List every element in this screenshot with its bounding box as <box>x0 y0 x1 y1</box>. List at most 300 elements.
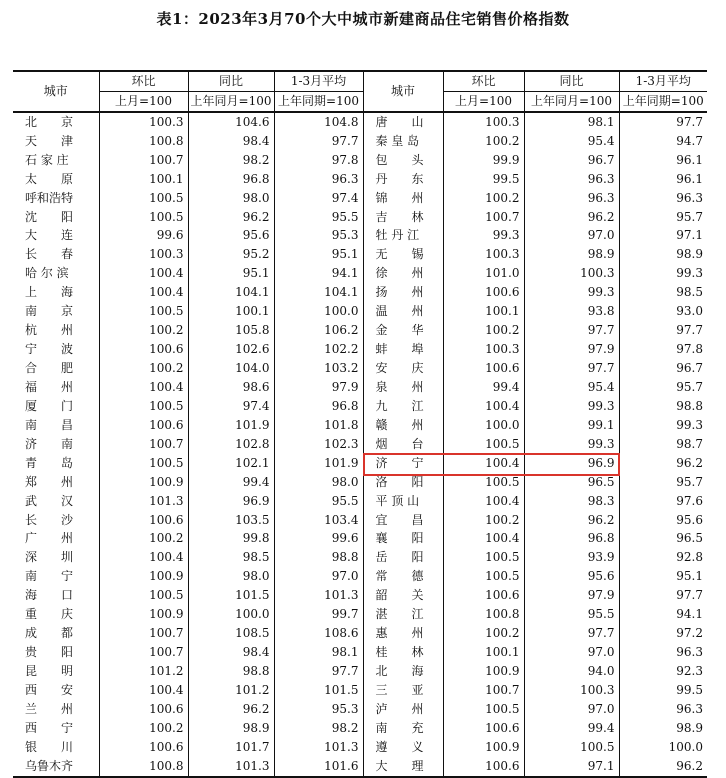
mom-value-left: 100.7 <box>99 624 188 643</box>
yoy-value-left: 101.9 <box>188 416 274 435</box>
avg-value-left: 96.3 <box>274 170 363 189</box>
yoy-value-left: 98.4 <box>188 132 274 151</box>
city-name-right: 唐 山 <box>363 112 443 132</box>
city-name-left: 哈 尔 滨 <box>25 266 69 281</box>
mom-value-left: 100.5 <box>99 454 188 473</box>
mom-value-left: 100.6 <box>99 340 188 359</box>
table-row <box>13 567 707 586</box>
avg-value-left: 101.6 <box>274 757 363 777</box>
mom-value-left: 100.3 <box>99 112 188 132</box>
mom-value-left: 100.5 <box>99 302 188 321</box>
city-name-left: 呼和浩特 <box>25 190 74 205</box>
avg-value-left: 96.8 <box>274 397 363 416</box>
header-avg-base-left: 上年同期=100 <box>274 91 363 111</box>
city-name-left: 长 春 <box>25 247 74 262</box>
avg-value-right: 96.2 <box>619 757 707 777</box>
mom-value-right: 100.2 <box>443 132 524 151</box>
table-body <box>13 112 707 777</box>
yoy-value-right: 97.1 <box>524 757 619 777</box>
avg-value-right: 92.3 <box>619 662 707 681</box>
avg-value-left: 97.0 <box>274 567 363 586</box>
mom-value-right: 100.6 <box>443 719 524 738</box>
avg-value-right: 96.1 <box>619 170 707 189</box>
city-name-left: 西 安 <box>25 682 74 697</box>
yoy-value-left: 101.7 <box>188 738 274 757</box>
mom-value-right: 100.2 <box>443 511 524 530</box>
city-name-left: 兰 州 <box>25 701 74 716</box>
avg-value-left: 97.9 <box>274 378 363 397</box>
yoy-value-left: 96.2 <box>188 700 274 719</box>
avg-value-right: 97.8 <box>619 340 707 359</box>
avg-value-right: 94.7 <box>619 132 707 151</box>
yoy-value-right: 97.9 <box>524 586 619 605</box>
mom-value-right: 100.9 <box>443 662 524 681</box>
city-name-right: 泉 州 <box>363 378 443 397</box>
table-row <box>13 435 707 454</box>
city-name-left: 重 庆 <box>25 607 74 622</box>
yoy-value-left: 98.8 <box>188 662 274 681</box>
mom-value-right: 99.5 <box>443 170 524 189</box>
avg-value-left: 97.4 <box>274 189 363 208</box>
avg-value-left: 97.8 <box>274 151 363 170</box>
table-row <box>13 151 707 170</box>
table-row <box>13 719 707 738</box>
table-row <box>13 245 707 264</box>
yoy-value-right: 97.7 <box>524 321 619 340</box>
avg-value-left: 95.3 <box>274 700 363 719</box>
avg-value-left: 101.9 <box>274 454 363 473</box>
yoy-value-right: 100.3 <box>524 681 619 700</box>
city-name-right: 赣 州 <box>363 416 443 435</box>
table-row <box>13 757 707 777</box>
mom-value-left: 100.5 <box>99 397 188 416</box>
avg-value-left: 101.5 <box>274 681 363 700</box>
city-name-left: 贵 阳 <box>25 645 74 660</box>
header-yoy-base-right: 上年同月=100 <box>524 91 619 111</box>
city-name-left: 西 宁 <box>25 720 74 735</box>
mom-value-left: 100.6 <box>99 416 188 435</box>
mom-value-left: 100.8 <box>99 132 188 151</box>
price-index-table <box>13 70 707 778</box>
yoy-value-left: 100.0 <box>188 605 274 624</box>
mom-value-right: 99.4 <box>443 378 524 397</box>
avg-value-right: 95.7 <box>619 378 707 397</box>
header-avg-base-right: 上年同期=100 <box>619 91 707 111</box>
yoy-value-right: 99.4 <box>524 719 619 738</box>
header-city-right: 城市 <box>363 71 443 112</box>
avg-value-right: 97.7 <box>619 586 707 605</box>
city-name-right: 温 州 <box>363 302 443 321</box>
avg-value-right: 92.8 <box>619 548 707 567</box>
mom-value-left: 100.9 <box>99 473 188 492</box>
city-name-right: 丹 东 <box>363 170 443 189</box>
avg-value-left: 94.1 <box>274 264 363 283</box>
avg-value-right: 97.1 <box>619 227 707 246</box>
city-name-right: 岳 阳 <box>363 548 443 567</box>
table-row <box>13 681 707 700</box>
mom-value-right: 100.0 <box>443 416 524 435</box>
yoy-value-right: 96.2 <box>524 208 619 227</box>
city-name-right: 金 华 <box>363 321 443 340</box>
avg-value-left: 98.0 <box>274 473 363 492</box>
yoy-value-left: 95.2 <box>188 245 274 264</box>
table-row <box>13 454 707 473</box>
city-name-left: 深 圳 <box>25 550 74 565</box>
mom-value-right: 100.1 <box>443 643 524 662</box>
mom-value-left: 100.6 <box>99 700 188 719</box>
city-name-right: 无 锡 <box>363 245 443 264</box>
city-name-right: 泸 州 <box>363 700 443 719</box>
city-name-left: 杭 州 <box>25 323 74 338</box>
city-name-left: 广 州 <box>25 531 74 546</box>
yoy-value-right: 93.9 <box>524 548 619 567</box>
city-name-left: 海 口 <box>25 588 74 603</box>
table-row <box>13 378 707 397</box>
avg-value-right: 98.5 <box>619 283 707 302</box>
table-row <box>13 112 707 132</box>
yoy-value-right: 96.9 <box>524 454 619 473</box>
avg-value-left: 102.2 <box>274 340 363 359</box>
avg-value-left: 95.3 <box>274 227 363 246</box>
yoy-value-right: 96.5 <box>524 473 619 492</box>
yoy-value-right: 97.7 <box>524 359 619 378</box>
mom-value-left: 100.7 <box>99 151 188 170</box>
avg-value-left: 98.2 <box>274 719 363 738</box>
yoy-value-left: 108.5 <box>188 624 274 643</box>
city-name-right: 桂 林 <box>363 643 443 662</box>
city-name-left: 成 都 <box>25 626 74 641</box>
table-row <box>13 624 707 643</box>
avg-value-right: 99.5 <box>619 681 707 700</box>
yoy-value-right: 95.6 <box>524 567 619 586</box>
city-name-left: 昆 明 <box>25 664 74 679</box>
mom-value-right: 100.3 <box>443 245 524 264</box>
avg-value-right: 95.7 <box>619 473 707 492</box>
yoy-value-left: 102.8 <box>188 435 274 454</box>
city-name-left: 南 京 <box>25 304 74 319</box>
city-name-right: 吉 林 <box>363 208 443 227</box>
avg-value-right: 98.9 <box>619 719 707 738</box>
yoy-value-right: 97.0 <box>524 700 619 719</box>
yoy-value-right: 95.4 <box>524 378 619 397</box>
table-row <box>13 473 707 492</box>
yoy-value-left: 98.6 <box>188 378 274 397</box>
mom-value-right: 99.9 <box>443 151 524 170</box>
avg-value-left: 101.3 <box>274 738 363 757</box>
mom-value-right: 100.3 <box>443 340 524 359</box>
yoy-value-left: 95.6 <box>188 227 274 246</box>
table-row <box>13 548 707 567</box>
avg-value-left: 106.2 <box>274 321 363 340</box>
yoy-value-left: 103.5 <box>188 511 274 530</box>
avg-value-left: 103.4 <box>274 511 363 530</box>
city-name-right: 锦 州 <box>363 189 443 208</box>
avg-value-right: 97.7 <box>619 321 707 340</box>
table-row <box>13 738 707 757</box>
avg-value-left: 100.0 <box>274 302 363 321</box>
yoy-value-right: 96.2 <box>524 511 619 530</box>
table-row <box>13 586 707 605</box>
avg-value-left: 103.2 <box>274 359 363 378</box>
city-name-left: 济 南 <box>25 436 74 451</box>
city-name-right: 包 头 <box>363 151 443 170</box>
table-row <box>13 189 707 208</box>
yoy-value-right: 97.9 <box>524 340 619 359</box>
mom-value-left: 100.2 <box>99 530 188 549</box>
city-name-right: 济 宁 <box>363 454 443 473</box>
table-row <box>13 511 707 530</box>
city-name-left: 合 肥 <box>25 361 74 376</box>
mom-value-right: 100.5 <box>443 473 524 492</box>
mom-value-right: 101.0 <box>443 264 524 283</box>
table-row <box>13 605 707 624</box>
mom-value-right: 99.3 <box>443 227 524 246</box>
city-name-left: 青 岛 <box>25 455 74 470</box>
table-row <box>13 340 707 359</box>
table-row <box>13 530 707 549</box>
mom-value-left: 100.5 <box>99 208 188 227</box>
city-name-left: 武 汉 <box>25 493 74 508</box>
avg-value-right: 96.3 <box>619 643 707 662</box>
mom-value-left: 100.5 <box>99 586 188 605</box>
city-name-right: 常 德 <box>363 567 443 586</box>
city-name-right: 平 顶 山 <box>363 492 443 511</box>
table-row <box>13 492 707 511</box>
mom-value-right: 100.4 <box>443 454 524 473</box>
avg-value-left: 99.7 <box>274 605 363 624</box>
city-name-right: 扬 州 <box>363 283 443 302</box>
avg-value-right: 98.9 <box>619 245 707 264</box>
avg-value-left: 95.5 <box>274 492 363 511</box>
yoy-value-right: 97.0 <box>524 643 619 662</box>
city-name-right: 襄 阳 <box>363 530 443 549</box>
mom-value-left: 100.8 <box>99 757 188 777</box>
header-avg-right: 1-3月平均 <box>619 71 707 91</box>
yoy-value-right: 94.0 <box>524 662 619 681</box>
city-name-left: 沈 阳 <box>25 209 74 224</box>
city-name-right: 烟 台 <box>363 435 443 454</box>
avg-value-left: 104.8 <box>274 112 363 132</box>
mom-value-right: 100.6 <box>443 283 524 302</box>
mom-value-right: 100.4 <box>443 492 524 511</box>
yoy-value-right: 97.7 <box>524 624 619 643</box>
yoy-value-left: 98.5 <box>188 548 274 567</box>
yoy-value-right: 95.5 <box>524 605 619 624</box>
mom-value-left: 100.4 <box>99 378 188 397</box>
avg-value-left: 104.1 <box>274 283 363 302</box>
header-yoy-left: 同比 <box>188 71 274 91</box>
yoy-value-left: 98.0 <box>188 189 274 208</box>
city-name-left: 长 沙 <box>25 512 74 527</box>
city-name-left: 南 昌 <box>25 417 74 432</box>
city-name-left: 太 原 <box>25 171 74 186</box>
yoy-value-left: 98.0 <box>188 567 274 586</box>
mom-value-left: 99.6 <box>99 227 188 246</box>
avg-value-right: 96.5 <box>619 530 707 549</box>
city-name-right: 九 江 <box>363 397 443 416</box>
yoy-value-left: 104.6 <box>188 112 274 132</box>
mom-value-right: 100.2 <box>443 321 524 340</box>
mom-value-right: 100.7 <box>443 208 524 227</box>
header-yoy-base-left: 上年同月=100 <box>188 91 274 111</box>
mom-value-left: 101.3 <box>99 492 188 511</box>
mom-value-left: 101.2 <box>99 662 188 681</box>
header-city-left: 城市 <box>13 71 99 112</box>
city-name-left: 乌鲁木齐 <box>13 757 99 777</box>
mom-value-right: 100.4 <box>443 530 524 549</box>
yoy-value-right: 93.8 <box>524 302 619 321</box>
mom-value-right: 100.2 <box>443 189 524 208</box>
city-name-right: 牡 丹 江 <box>363 227 443 246</box>
avg-value-right: 97.2 <box>619 624 707 643</box>
mom-value-left: 100.2 <box>99 719 188 738</box>
city-name-right: 惠 州 <box>363 624 443 643</box>
header-avg-left: 1-3月平均 <box>274 71 363 91</box>
table-row <box>13 208 707 227</box>
city-name-left: 南 宁 <box>25 569 74 584</box>
avg-value-left: 101.8 <box>274 416 363 435</box>
header-yoy-right: 同比 <box>524 71 619 91</box>
mom-value-right: 100.6 <box>443 359 524 378</box>
mom-value-left: 100.5 <box>99 189 188 208</box>
yoy-value-right: 96.3 <box>524 189 619 208</box>
mom-value-right: 100.9 <box>443 738 524 757</box>
table-row <box>13 170 707 189</box>
header-mom-base-right: 上月=100 <box>443 91 524 111</box>
yoy-value-left: 97.4 <box>188 397 274 416</box>
city-name-right: 宜 昌 <box>363 511 443 530</box>
city-name-left: 郑 州 <box>25 474 74 489</box>
avg-value-right: 95.1 <box>619 567 707 586</box>
mom-value-right: 100.7 <box>443 681 524 700</box>
city-name-right: 秦 皇 岛 <box>363 132 443 151</box>
avg-value-right: 98.7 <box>619 435 707 454</box>
mom-value-left: 100.7 <box>99 643 188 662</box>
city-name-right: 大 理 <box>363 757 443 777</box>
mom-value-left: 100.6 <box>99 738 188 757</box>
yoy-value-right: 98.9 <box>524 245 619 264</box>
mom-value-left: 100.4 <box>99 548 188 567</box>
header-mom-base-left: 上月=100 <box>99 91 188 111</box>
mom-value-right: 100.5 <box>443 548 524 567</box>
avg-value-left: 99.6 <box>274 530 363 549</box>
yoy-value-right: 99.1 <box>524 416 619 435</box>
avg-value-left: 97.7 <box>274 662 363 681</box>
table-row <box>13 283 707 302</box>
table-row <box>13 643 707 662</box>
mom-value-right: 100.6 <box>443 586 524 605</box>
city-name-right: 蚌 埠 <box>363 340 443 359</box>
avg-value-right: 96.7 <box>619 359 707 378</box>
mom-value-right: 100.3 <box>443 112 524 132</box>
table-row <box>13 416 707 435</box>
table-row <box>13 700 707 719</box>
city-name-right: 安 庆 <box>363 359 443 378</box>
city-name-right: 韶 关 <box>363 586 443 605</box>
yoy-value-right: 99.3 <box>524 397 619 416</box>
yoy-value-right: 99.3 <box>524 283 619 302</box>
avg-value-left: 95.1 <box>274 245 363 264</box>
mom-value-left: 100.6 <box>99 511 188 530</box>
yoy-value-left: 98.4 <box>188 643 274 662</box>
city-name-left: 石 家 庄 <box>25 152 69 167</box>
city-name-left: 天 津 <box>25 133 74 148</box>
mom-value-left: 100.2 <box>99 359 188 378</box>
mom-value-left: 100.9 <box>99 605 188 624</box>
avg-value-right: 99.3 <box>619 416 707 435</box>
city-name-left: 上 海 <box>25 285 74 300</box>
mom-value-left: 100.4 <box>99 264 188 283</box>
yoy-value-right: 95.4 <box>524 132 619 151</box>
yoy-value-right: 99.3 <box>524 435 619 454</box>
mom-value-right: 100.5 <box>443 700 524 719</box>
avg-value-right: 97.6 <box>619 492 707 511</box>
table-row <box>13 397 707 416</box>
city-name-right: 遵 义 <box>363 738 443 757</box>
mom-value-left: 100.1 <box>99 170 188 189</box>
mom-value-left: 100.4 <box>99 681 188 700</box>
yoy-value-right: 96.7 <box>524 151 619 170</box>
city-name-right: 南 充 <box>363 719 443 738</box>
mom-value-left: 100.9 <box>99 567 188 586</box>
city-name-left: 北 京 <box>25 114 74 129</box>
yoy-value-right: 97.0 <box>524 227 619 246</box>
header-mom-left: 环比 <box>99 71 188 91</box>
yoy-value-left: 98.9 <box>188 719 274 738</box>
yoy-value-left: 102.6 <box>188 340 274 359</box>
yoy-value-right: 96.3 <box>524 170 619 189</box>
yoy-value-left: 98.2 <box>188 151 274 170</box>
avg-value-right: 97.7 <box>619 112 707 132</box>
city-name-right: 湛 江 <box>363 605 443 624</box>
avg-value-right: 93.0 <box>619 302 707 321</box>
avg-value-left: 101.3 <box>274 586 363 605</box>
mom-value-right: 100.4 <box>443 397 524 416</box>
avg-value-right: 96.1 <box>619 151 707 170</box>
mom-value-right: 100.2 <box>443 624 524 643</box>
avg-value-right: 99.3 <box>619 264 707 283</box>
avg-value-left: 97.7 <box>274 132 363 151</box>
yoy-value-left: 99.8 <box>188 530 274 549</box>
avg-value-left: 108.6 <box>274 624 363 643</box>
city-name-left: 大 连 <box>25 228 74 243</box>
avg-value-left: 95.5 <box>274 208 363 227</box>
city-name-left: 宁 波 <box>25 342 74 357</box>
yoy-value-left: 101.2 <box>188 681 274 700</box>
yoy-value-right: 100.3 <box>524 264 619 283</box>
yoy-value-right: 98.3 <box>524 492 619 511</box>
yoy-value-left: 96.9 <box>188 492 274 511</box>
yoy-value-right: 98.1 <box>524 112 619 132</box>
avg-value-left: 102.3 <box>274 435 363 454</box>
table-row <box>13 359 707 378</box>
yoy-value-left: 99.4 <box>188 473 274 492</box>
yoy-value-right: 96.8 <box>524 530 619 549</box>
yoy-value-right: 100.5 <box>524 738 619 757</box>
yoy-value-left: 100.1 <box>188 302 274 321</box>
yoy-value-left: 101.3 <box>188 757 274 777</box>
yoy-value-left: 96.8 <box>188 170 274 189</box>
table-row <box>13 227 707 246</box>
yoy-value-left: 105.8 <box>188 321 274 340</box>
avg-value-right: 96.3 <box>619 700 707 719</box>
table-row <box>13 302 707 321</box>
yoy-value-left: 95.1 <box>188 264 274 283</box>
mom-value-left: 100.7 <box>99 435 188 454</box>
avg-value-right: 94.1 <box>619 605 707 624</box>
table-row <box>13 264 707 283</box>
mom-value-left: 100.4 <box>99 283 188 302</box>
